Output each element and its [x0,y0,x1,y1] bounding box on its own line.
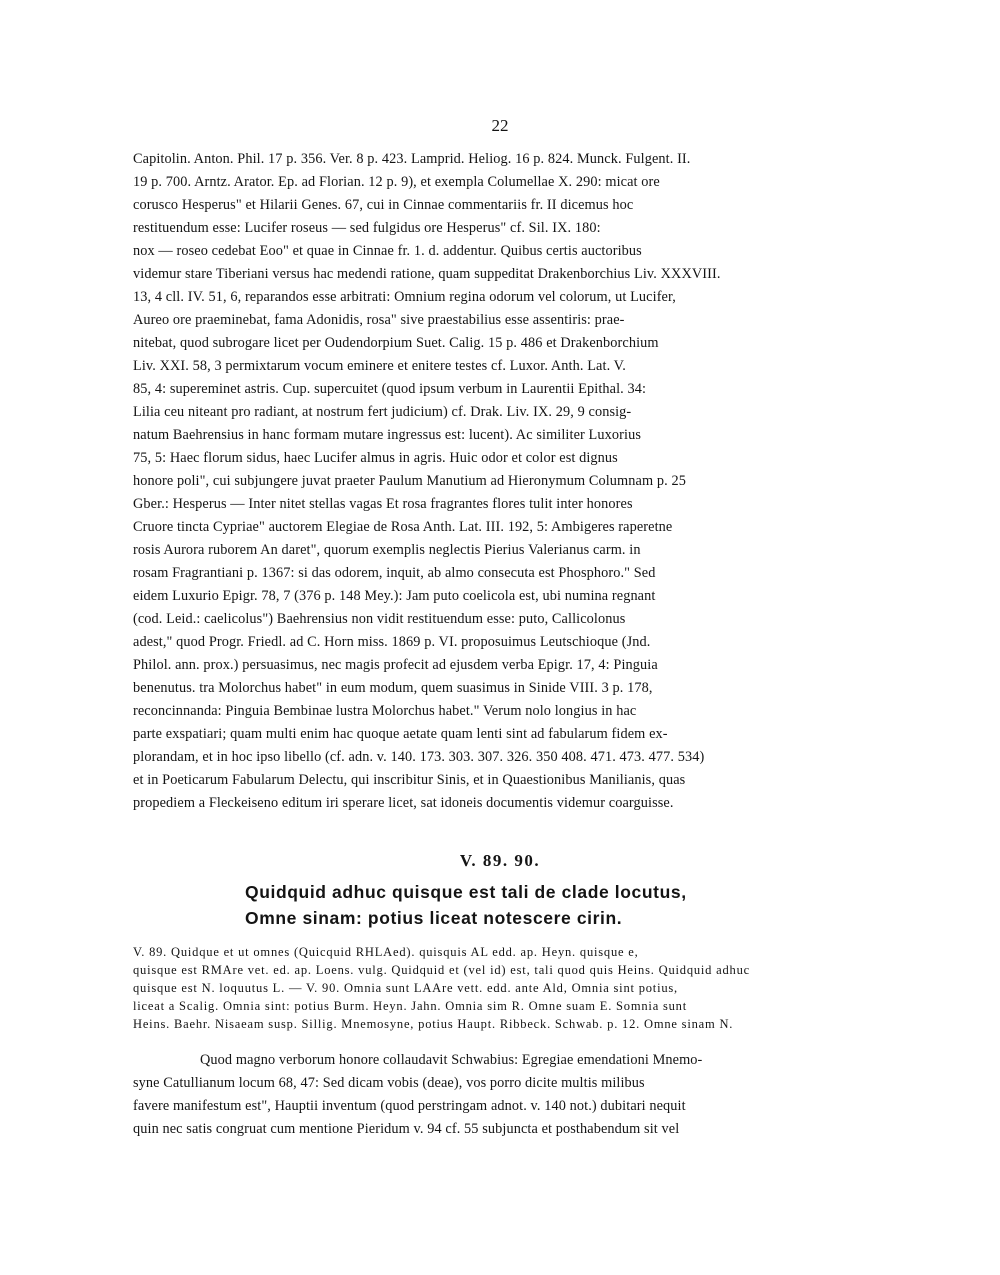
text-line: 85, 4: supereminet astris. Cup. supercuitet (quod ipsum verbum in Laurentii Epithal. 34: [133,381,647,397]
text-line: 19 p. 700. Arntz. Arator. Ep. ad Florian. 12 p. 9), et exempla Columellae X. 290: micat ore [133,174,660,190]
commentary-line: quin nec satis congruat cum mentione Pieridum v. 94 cf. 55 subjuncta et posthabendum sit vel [133,1121,680,1137]
text-line: Lilia ceu niteant pro radiant, at nostrum fert judicium) cf. Drak. Liv. IX. 29, 9 consig- [133,404,632,420]
verse-line: Omne sinam: potius liceat notescere cirin. [245,908,623,928]
verse-line: Quidquid adhuc quisque est tali de clade locutus, [245,882,687,902]
text-line: rosam Fragrantiani p. 1367: si das odorem, inquit, ab almo consecuta est Phosphoro." Sed [133,565,656,581]
text-line: Gber.: Hesperus — Inter nitet stellas vagas Et rosa fragrantes flores tulit inter honores [133,496,633,512]
text-line: corusco Hesperus" et Hilarii Genes. 67, cui in Cinnae commentariis fr. II dicemus hoc [133,197,634,213]
text-line: Cruore tincta Cypriae" auctorem Elegiae de Rosa Anth. Lat. III. 192, 5: Ambigeres raperetne [133,519,673,535]
text-line: Capitolin. Anton. Phil. 17 p. 356. Ver. 8 p. 423. Lamprid. Heliog. 16 p. 824. Munck. Fulgent. II. [133,151,691,167]
text-line: Philol. ann. prox.) persuasimus, nec magis profecit ad ejusdem verba Epigr. 17, 4: Pinguia [133,657,658,673]
section-heading: V. 89. 90. [459,851,541,870]
text-line: et in Poeticarum Fabularum Delectu, qui inscribitur Sinis, et in Quaestionibus Manilianis, quas [133,772,686,788]
text-line: rosis Aurora ruborem An daret", quorum exemplis neglectis Pierius Valerianus carm. in [133,542,641,558]
text-line: videmur stare Tiberiani versus hac medendi ratione, quam suppeditat Drakenborchius Liv. XXXVIII. [133,266,721,282]
note-line: V. 89. Quidque et ut omnes (Quicquid RHLAed). quisquis AL edd. ap. Heyn. quisque e, [133,945,639,959]
text-line: Liv. XXI. 58, 3 permixtarum vocum eminere et enitere testes cf. Luxor. Anth. Lat. V. [133,358,626,374]
note-line: quisque est RMAre vet. ed. ap. Loens. vulg. Quidquid et (vel id) est, tali quod quis Heins. Quidquid adhuc [133,963,751,977]
text-line: honore poli", cui subjungere juvat praeter Paulum Manutium ad Hieronymum Columnam p. 25 [133,473,686,489]
text-line: parte exspatiari; quam multi enim hac quoque aetate quam lenti sint ad fabularum fidem ex- [133,726,668,742]
page-number: 22 [491,116,509,135]
text-line: adest," quod Progr. Friedl. ad C. Horn miss. 1869 p. VI. proposuimus Leutschioque (Jnd. [133,634,651,650]
text-line: nitebat, quod subrogare licet per Oudendorpium Suet. Calig. 15 p. 486 et Drakenborchium [133,335,659,351]
commentary-line: favere manifestum est", Hauptii inventum (quod perstringam adnot. v. 140 not.) dubitari nequit [133,1098,686,1114]
text-line: natum Baehrensius in hanc formam mutare ingressus est: lucent). Ac similiter Luxorius [133,427,641,443]
commentary-line: Quod magno verborum honore collaudavit Schwabius: Egregiae emendationi Mnemo- [200,1052,703,1068]
commentary-line: syne Catullianum locum 68, 47: Sed dicam vobis (deae), vos porro dicite multis milibus [133,1075,645,1091]
note-line: Heins. Baehr. Nisaeam susp. Sillig. Mnemosyne, potius Haupt. Ribbeck. Schwab. p. 12. Omne sinam N. [133,1017,734,1031]
text-line: 75, 5: Haec florum sidus, haec Lucifer almus in agris. Huic odor et color est dignus [133,450,618,466]
text-line: 13, 4 cll. IV. 51, 6, reparandos esse arbitrati: Omnium regina odorum vel colorum, ut Lucifer, [133,289,676,305]
text-line: eidem Luxurio Epigr. 78, 7 (376 p. 148 Mey.): Jam puto coelicola est, ubi numina regnant [133,588,656,604]
note-line: quisque est N. loquutus L. — V. 90. Omnia sunt LAAre vett. edd. ante Ald, Omnia sint potius, [133,981,678,995]
text-line: (cod. Leid.: caelicolus") Baehrensius non vidit restituendum esse: puto, Callicolonus [133,611,626,627]
text-line: plorandam, et in hoc ipso libello (cf. adn. v. 140. 173. 303. 307. 326. 350 408. 471. 473. 477. 534) [133,749,705,765]
text-line: reconcinnanda: Pinguia Bembinae lustra Molorchus habet." Verum nolo longius in hac [133,703,637,719]
text-line: Aureo ore praeminebat, fama Adonidis, rosa" sive praestabilius esse assentiris: prae- [133,312,625,328]
text-line: nox — roseo cedebat Eoo" et quae in Cinnae fr. 1. d. addentur. Quibus certis auctoribus [133,243,642,259]
text-line: benenutus. tra Molorchus habet" in eum modum, quem suasimus in Sinide VIII. 3 p. 178, [133,680,653,696]
note-line: liceat a Scalig. Omnia sint: potius Burm. Heyn. Jahn. Omnia sim R. Omne suam E. Somnia sunt [133,999,688,1013]
text-line: propediem a Fleckeiseno editum iri sperare licet, sat idoneis documentis videmur coarguisse. [133,795,674,811]
text-line: restituendum esse: Lucifer roseus — sed fulgidus ore Hesperus" cf. Sil. IX. 180: [133,220,601,236]
